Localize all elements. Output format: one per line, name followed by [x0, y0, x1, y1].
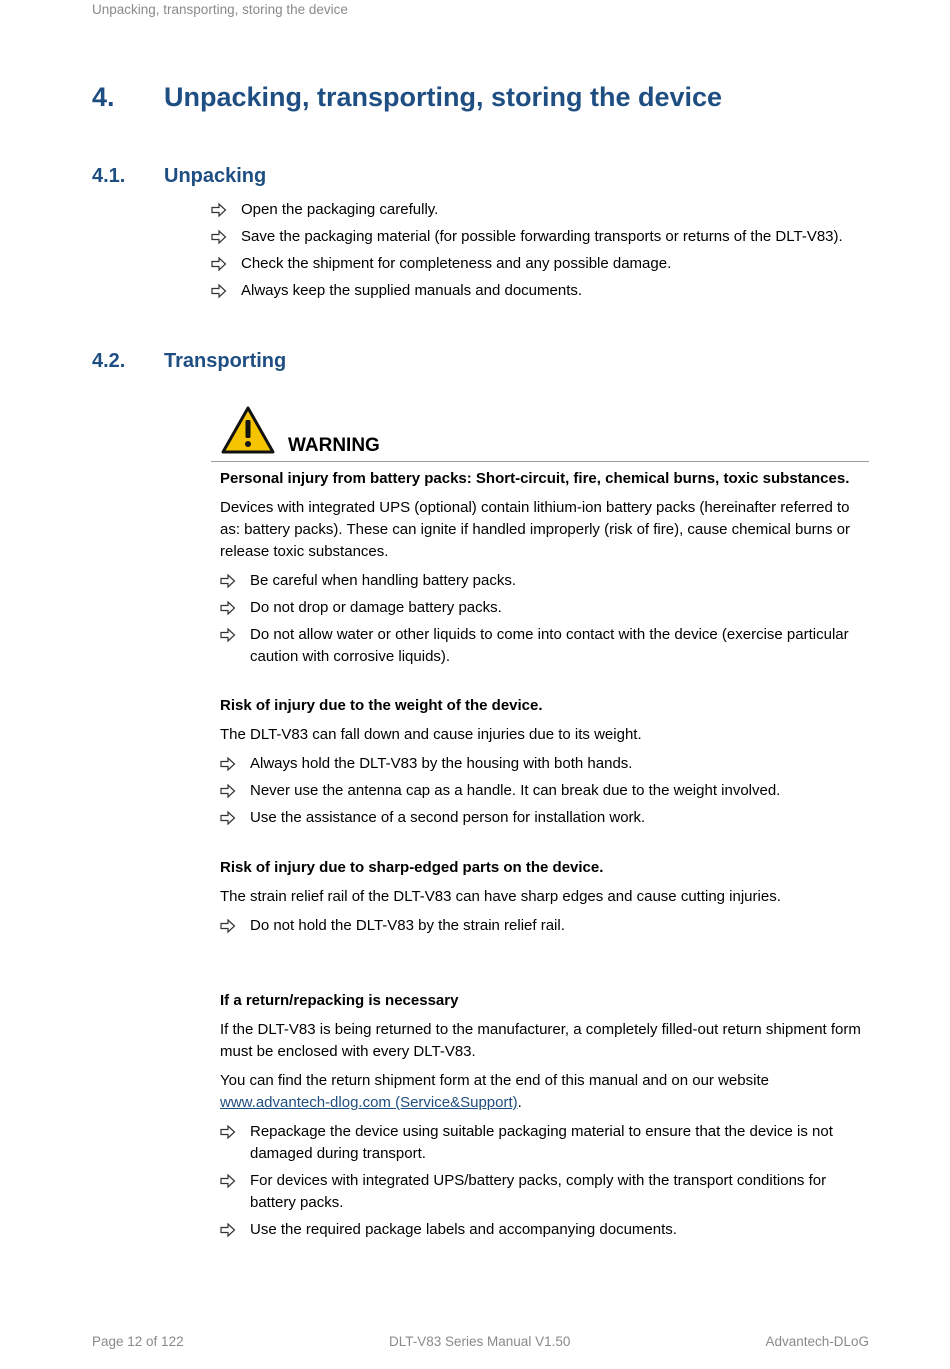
warning-label: WARNING	[288, 435, 380, 456]
section-title: Transporting	[164, 350, 287, 372]
footer-page-number: Page 12 of 122	[92, 1334, 184, 1349]
return-section	[220, 990, 865, 1246]
list-item: Be careful when handling battery packs.	[220, 570, 865, 592]
arrow-right-icon	[220, 780, 236, 802]
arrow-right-icon	[220, 570, 236, 592]
list-item: Always keep the supplied manuals and documents.	[211, 280, 843, 302]
arrow-right-icon	[220, 1170, 236, 1192]
list-item: Check the shipment for completeness and any possible damage.	[211, 253, 843, 275]
list-item: Save the packaging material (for possible forwarding transports or returns of the DLT-V83).	[211, 226, 843, 248]
battery-warning	[220, 468, 865, 673]
warning-heading: Risk of injury due to sharp-edged parts on the device.	[220, 859, 604, 876]
sharp-edge-warning	[220, 857, 865, 942]
arrow-right-icon	[220, 624, 236, 646]
arrow-right-icon	[220, 915, 236, 937]
section-number: 4.1.	[92, 165, 126, 187]
warning-text: The DLT-V83 can fall down and cause injuries due to its weight.	[220, 726, 642, 743]
list-item: Repackage the device using suitable packaging material to ensure that the device is not damaged during transport.	[220, 1121, 865, 1165]
arrow-right-icon	[211, 199, 227, 221]
arrow-right-icon	[220, 1219, 236, 1241]
arrow-right-icon	[220, 807, 236, 829]
arrow-right-icon	[220, 597, 236, 619]
website-link[interactable]: www.advantech-dlog.com (Service&Support)	[220, 1094, 518, 1111]
list-item: Always hold the DLT-V83 by the housing with both hands.	[220, 753, 865, 775]
list-item: For devices with integrated UPS/battery packs, comply with the transport conditions for battery packs.	[220, 1170, 865, 1214]
unpacking-list	[211, 199, 843, 307]
chapter-number: 4.	[92, 82, 115, 112]
arrow-right-icon	[211, 280, 227, 302]
warning-header	[211, 404, 869, 462]
return-form-text: You can find the return shipment form at the end of this manual and on our website www.advantech-dlog.com (Service&Support).	[220, 1072, 769, 1111]
list-item: Open the packaging carefully.	[211, 199, 843, 221]
warning-text: The strain relief rail of the DLT-V83 can have sharp edges and cause cutting injuries.	[220, 888, 781, 905]
arrow-right-icon	[220, 753, 236, 775]
list-item: Use the required package labels and accompanying documents.	[220, 1219, 865, 1241]
list-item: Never use the antenna cap as a handle. It can break due to the weight involved.	[220, 780, 865, 802]
chapter-title: Unpacking, transporting, storing the device	[164, 82, 723, 112]
return-list	[220, 1121, 865, 1241]
warning-triangle-icon	[221, 406, 275, 454]
footer-manual-title: DLT-V83 Series Manual V1.50	[389, 1334, 571, 1349]
sharp-list	[220, 915, 865, 937]
arrow-right-icon	[211, 253, 227, 275]
list-item: Do not hold the DLT-V83 by the strain relief rail.	[220, 915, 865, 937]
warning-heading: Risk of injury due to the weight of the device.	[220, 697, 543, 714]
warning-heading: Personal injury from battery packs: Short-circuit, fire, chemical burns, toxic substances.	[220, 470, 850, 487]
return-text: If the DLT-V83 is being returned to the manufacturer, a completely filled-out return shipment form must be enclosed with every DLT-V83.	[220, 1021, 861, 1060]
list-item: Do not drop or damage battery packs.	[220, 597, 865, 619]
return-heading: If a return/repacking is necessary	[220, 992, 459, 1009]
list-item: Do not allow water or other liquids to come into contact with the device (exercise particular caution with corrosive liquids).	[220, 624, 865, 668]
arrow-right-icon	[211, 226, 227, 248]
section-number: 4.2.	[92, 350, 126, 372]
battery-list	[220, 570, 865, 668]
warning-text: Devices with integrated UPS (optional) contain lithium-ion battery packs (hereinafter referred to as: battery packs). These can ignite if handled improperly (risk of fire), cause chemical burns or release toxic substances.	[220, 499, 850, 560]
weight-warning	[220, 695, 865, 834]
section-title: Unpacking	[164, 165, 267, 187]
weight-list	[220, 753, 865, 829]
running-header: Unpacking, transporting, storing the device	[92, 2, 348, 17]
arrow-right-icon	[220, 1121, 236, 1143]
footer-company: Advantech-DLoG	[765, 1334, 869, 1349]
list-item: Use the assistance of a second person for installation work.	[220, 807, 865, 829]
